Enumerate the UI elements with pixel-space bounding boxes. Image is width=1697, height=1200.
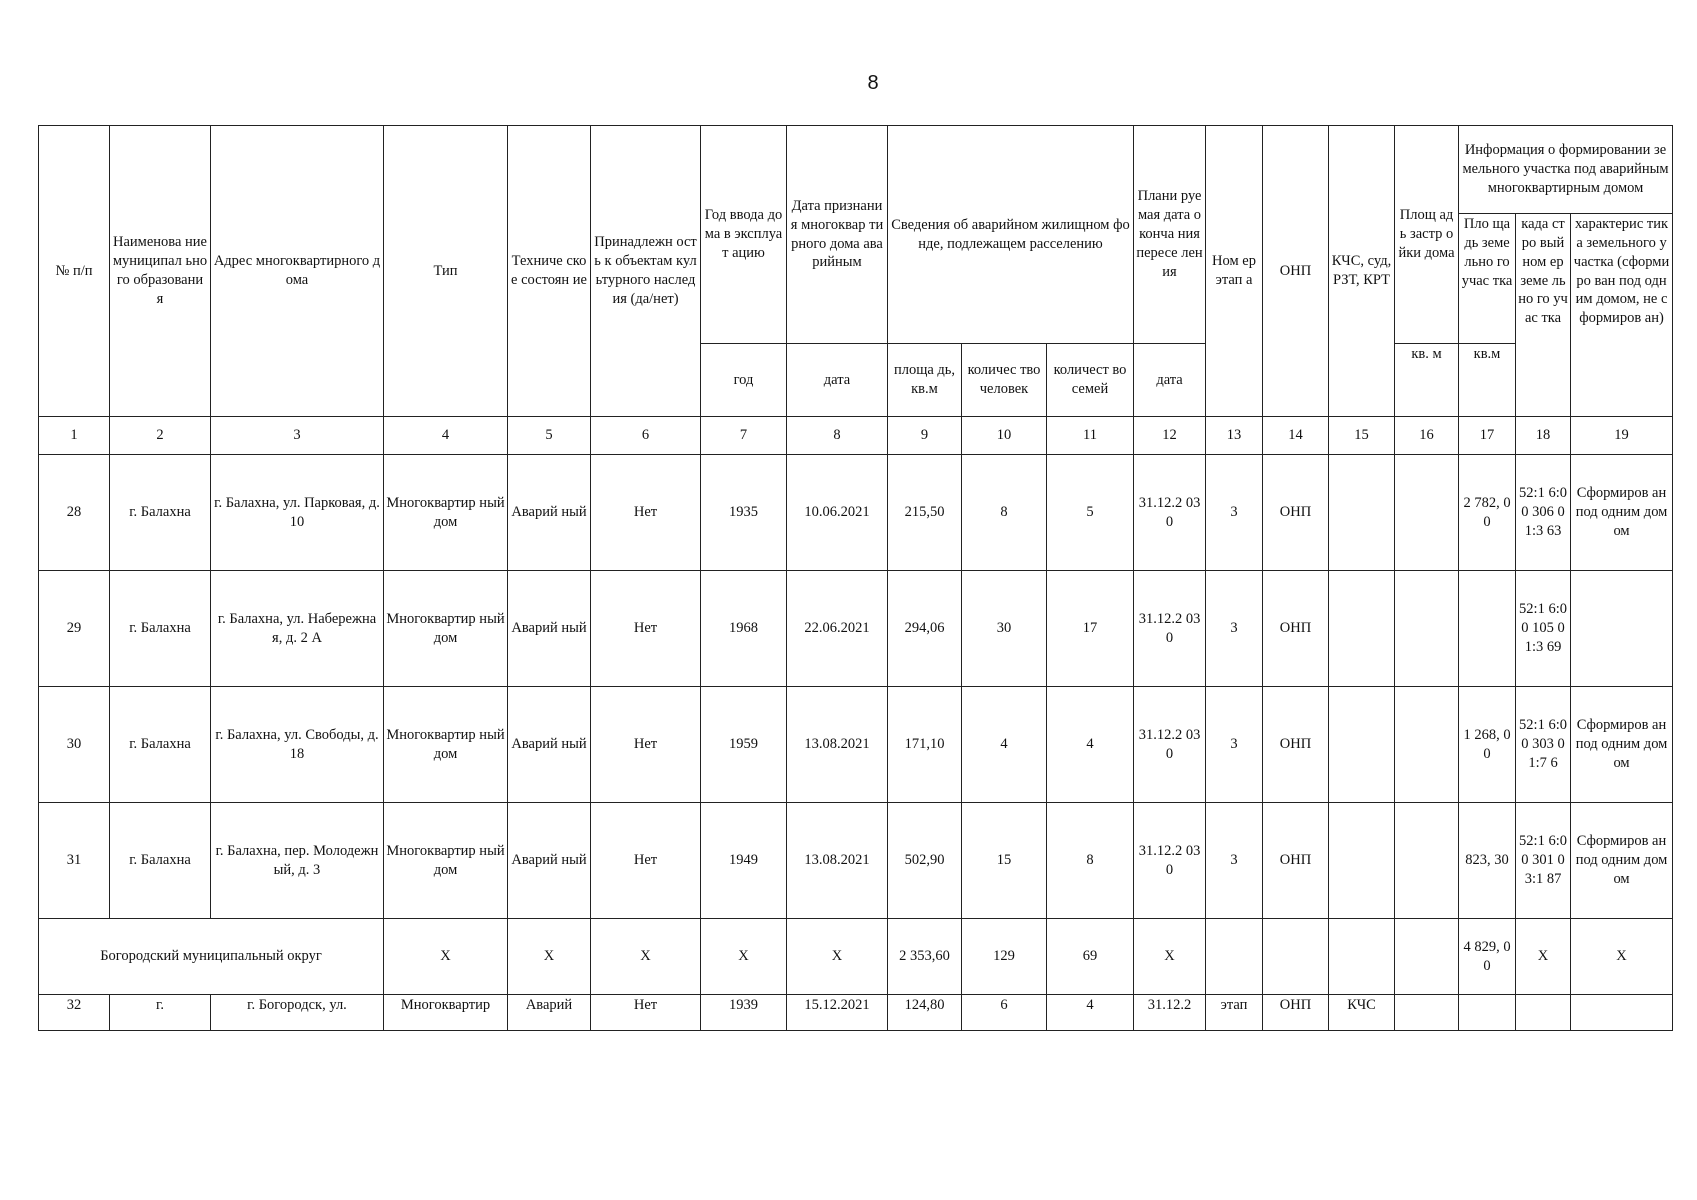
column-number-cell: 3 bbox=[211, 417, 384, 455]
column-number-cell: 7 bbox=[701, 417, 787, 455]
table-cell: этап bbox=[1206, 995, 1263, 1031]
table-cell: Нет bbox=[591, 995, 701, 1031]
total-cell bbox=[1329, 919, 1395, 995]
table-cell: 3 bbox=[1206, 571, 1263, 687]
total-cell: 4 829, 00 bbox=[1459, 919, 1516, 995]
header-cell: Ном ер этап а bbox=[1206, 126, 1263, 417]
table-cell: 215,50 bbox=[888, 455, 962, 571]
header-cell: Площ адь застр ойки дома bbox=[1395, 126, 1459, 344]
table-cell: 28 bbox=[39, 455, 110, 571]
table-cell: Аварий ный bbox=[508, 803, 591, 919]
total-cell bbox=[1263, 919, 1329, 995]
table-cell: 31.12.2 030 bbox=[1134, 455, 1206, 571]
table-cell: Многоквартир ный дом bbox=[384, 687, 508, 803]
table-cell bbox=[1395, 995, 1459, 1031]
table-cell: 15 bbox=[962, 803, 1047, 919]
table-cell: 15.12.2021 bbox=[787, 995, 888, 1031]
table-cell: 10.06.2021 bbox=[787, 455, 888, 571]
table-cell: 31 bbox=[39, 803, 110, 919]
table-cell: ОНП bbox=[1263, 455, 1329, 571]
table-cell: 32 bbox=[39, 995, 110, 1031]
table-cell bbox=[1395, 571, 1459, 687]
table-cell: 8 bbox=[962, 455, 1047, 571]
total-label: Богородский муниципальный округ bbox=[39, 919, 384, 995]
table-cell: ОНП bbox=[1263, 687, 1329, 803]
table-cell: 1968 bbox=[701, 571, 787, 687]
column-number-cell: 1 bbox=[39, 417, 110, 455]
table-cell: 823, 30 bbox=[1459, 803, 1516, 919]
subheader-cell: кв.м bbox=[1459, 344, 1516, 417]
table-cell: 3 bbox=[1206, 455, 1263, 571]
table-cell: 13.08.2021 bbox=[787, 803, 888, 919]
column-number-row bbox=[39, 417, 1673, 455]
table-cell: ОНП bbox=[1263, 995, 1329, 1031]
column-number-cell: 5 bbox=[508, 417, 591, 455]
table-cell: 3 bbox=[1206, 803, 1263, 919]
table-cell: ОНП bbox=[1263, 571, 1329, 687]
table-cell bbox=[1571, 571, 1673, 687]
column-number-cell: 9 bbox=[888, 417, 962, 455]
emergency-housing-table bbox=[38, 125, 1673, 1031]
table-cell: 30 bbox=[962, 571, 1047, 687]
table-cell: Нет bbox=[591, 687, 701, 803]
table-cell: 124,80 bbox=[888, 995, 962, 1031]
table-cell: 1949 bbox=[701, 803, 787, 919]
total-cell: 2 353,60 bbox=[888, 919, 962, 995]
table-cell bbox=[1459, 571, 1516, 687]
table-cell: 52:1 6:00 303 01:7 6 bbox=[1516, 687, 1571, 803]
table-cell: Многоквартир ный дом bbox=[384, 803, 508, 919]
table-cell: г. bbox=[110, 995, 211, 1031]
column-number-cell: 11 bbox=[1047, 417, 1134, 455]
total-cell: Х bbox=[1516, 919, 1571, 995]
total-cell: 129 bbox=[962, 919, 1047, 995]
column-number-cell: 10 bbox=[962, 417, 1047, 455]
table-cell: 4 bbox=[1047, 995, 1134, 1031]
table-cell: 1939 bbox=[701, 995, 787, 1031]
table-cell bbox=[1516, 995, 1571, 1031]
table-cell: 31.12.2 030 bbox=[1134, 687, 1206, 803]
total-cell: Х bbox=[701, 919, 787, 995]
table-cell bbox=[1329, 687, 1395, 803]
table-cell: 2 782, 00 bbox=[1459, 455, 1516, 571]
column-number-cell: 8 bbox=[787, 417, 888, 455]
table-row bbox=[39, 995, 1673, 1031]
header-cell: Тип bbox=[384, 126, 508, 417]
table-cell: 3 bbox=[1206, 687, 1263, 803]
header-cell: КЧС, суд, РЗТ, КРТ bbox=[1329, 126, 1395, 417]
table-cell: 4 bbox=[962, 687, 1047, 803]
subheader-cell: количес тво человек bbox=[962, 344, 1047, 417]
table-cell: КЧС bbox=[1329, 995, 1395, 1031]
table-cell: 52:1 6:00 105 01:3 69 bbox=[1516, 571, 1571, 687]
table-cell: Аварий ный bbox=[508, 455, 591, 571]
table-cell: г. Балахна, ул. Набережная, д. 2 А bbox=[211, 571, 384, 687]
table-cell: Многоквартир bbox=[384, 995, 508, 1031]
table-cell: Сформиров ан под одним домом bbox=[1571, 803, 1673, 919]
header-group-cell: Информация о формировании земельного участка под аварийным многоквартирным домом bbox=[1459, 126, 1673, 214]
table-cell: 1 268, 00 bbox=[1459, 687, 1516, 803]
total-cell: Х bbox=[787, 919, 888, 995]
column-number-cell: 13 bbox=[1206, 417, 1263, 455]
table-cell bbox=[1459, 995, 1516, 1031]
table-cell bbox=[1329, 455, 1395, 571]
header-cell: Год ввода дома в эксплуат ацию bbox=[701, 126, 787, 344]
table-cell: 5 bbox=[1047, 455, 1134, 571]
header-cell: Наименова ние муниципал ьного образовани я bbox=[110, 126, 211, 417]
subheader-cell: дата bbox=[1134, 344, 1206, 417]
table-row bbox=[39, 803, 1673, 919]
table-cell bbox=[1571, 995, 1673, 1031]
header-cell: Пло щадь земе льно го учас тка bbox=[1459, 214, 1516, 344]
total-cell: Х bbox=[508, 919, 591, 995]
total-cell: Х bbox=[1571, 919, 1673, 995]
table-row bbox=[39, 687, 1673, 803]
subheader-cell: кв. м bbox=[1395, 344, 1459, 417]
column-number-cell: 17 bbox=[1459, 417, 1516, 455]
table-cell bbox=[1329, 803, 1395, 919]
table-row bbox=[39, 455, 1673, 571]
table-cell: 6 bbox=[962, 995, 1047, 1031]
column-number-cell: 6 bbox=[591, 417, 701, 455]
table-cell: Многоквартир ный дом bbox=[384, 571, 508, 687]
total-cell: Х bbox=[591, 919, 701, 995]
total-row bbox=[39, 919, 1673, 995]
column-number-cell: 4 bbox=[384, 417, 508, 455]
total-cell bbox=[1395, 919, 1459, 995]
column-number-cell: 15 bbox=[1329, 417, 1395, 455]
header-cell: Принадлежн ость к объектам культурного наследия (да/нет) bbox=[591, 126, 701, 417]
table-cell: 171,10 bbox=[888, 687, 962, 803]
table-cell: 52:1 6:00 301 03:1 87 bbox=[1516, 803, 1571, 919]
table-cell: г. Балахна, ул. Свободы, д. 18 bbox=[211, 687, 384, 803]
table-cell: г. Балахна bbox=[110, 687, 211, 803]
table-cell bbox=[1395, 455, 1459, 571]
table-cell: Нет bbox=[591, 571, 701, 687]
header-cell: када стро вый ном ер земе льно го учас тка bbox=[1516, 214, 1571, 417]
column-number-cell: 12 bbox=[1134, 417, 1206, 455]
table-cell: 22.06.2021 bbox=[787, 571, 888, 687]
header-cell: Дата признания многоквар тирного дома аварийным bbox=[787, 126, 888, 344]
total-cell: Х bbox=[384, 919, 508, 995]
header-cell: Техниче ское состоян ие bbox=[508, 126, 591, 417]
header-row-1 bbox=[39, 126, 1673, 214]
table-cell: 294,06 bbox=[888, 571, 962, 687]
table-cell: 8 bbox=[1047, 803, 1134, 919]
table-cell: ОНП bbox=[1263, 803, 1329, 919]
table-cell bbox=[1329, 571, 1395, 687]
subheader-cell: площа дь, кв.м bbox=[888, 344, 962, 417]
table-cell: 1935 bbox=[701, 455, 787, 571]
table-cell: Сформиров ан под одним домом bbox=[1571, 687, 1673, 803]
header-cell: Адрес многоквартирного дома bbox=[211, 126, 384, 417]
header-group-cell: Сведения об аварийном жилищном фонде, подлежащем расселению bbox=[888, 126, 1134, 344]
table-cell: 31.12.2 030 bbox=[1134, 803, 1206, 919]
column-number-cell: 18 bbox=[1516, 417, 1571, 455]
subheader-cell: количест во семей bbox=[1047, 344, 1134, 417]
total-cell: Х bbox=[1134, 919, 1206, 995]
header-cell: Плани руемая дата оконча ния пересе ления bbox=[1134, 126, 1206, 344]
table-cell bbox=[1395, 803, 1459, 919]
table-cell: г. Балахна bbox=[110, 571, 211, 687]
table-cell bbox=[1395, 687, 1459, 803]
table-cell: г. Балахна, ул. Парковая, д. 10 bbox=[211, 455, 384, 571]
header-cell: ОНП bbox=[1263, 126, 1329, 417]
column-number-cell: 16 bbox=[1395, 417, 1459, 455]
table-cell: Аварий bbox=[508, 995, 591, 1031]
table-cell: 13.08.2021 bbox=[787, 687, 888, 803]
table-cell: 4 bbox=[1047, 687, 1134, 803]
page-number: 8 bbox=[867, 72, 879, 94]
table-cell: Нет bbox=[591, 455, 701, 571]
subheader-cell: год bbox=[701, 344, 787, 417]
table-cell: Многоквартир ный дом bbox=[384, 455, 508, 571]
table-cell: г. Балахна, пер. Молодежный, д. 3 bbox=[211, 803, 384, 919]
table-cell: 31.12.2 bbox=[1134, 995, 1206, 1031]
subheader-cell: дата bbox=[787, 344, 888, 417]
total-cell: 69 bbox=[1047, 919, 1134, 995]
table-cell: 17 bbox=[1047, 571, 1134, 687]
table-row bbox=[39, 571, 1673, 687]
table-cell: Сформиров ан под одним домом bbox=[1571, 455, 1673, 571]
header-cell: характерис тика земельного участка (сформиро ван под одним домом, не сформиров ан) bbox=[1571, 214, 1673, 417]
table-cell: Аварий ный bbox=[508, 571, 591, 687]
table-cell: г. Балахна bbox=[110, 455, 211, 571]
header-cell: № п/п bbox=[39, 126, 110, 417]
table-cell: 29 bbox=[39, 571, 110, 687]
table-cell: 1959 bbox=[701, 687, 787, 803]
table-cell: г. Балахна bbox=[110, 803, 211, 919]
table-cell: 31.12.2 030 bbox=[1134, 571, 1206, 687]
column-number-cell: 2 bbox=[110, 417, 211, 455]
table-cell: 30 bbox=[39, 687, 110, 803]
total-cell bbox=[1206, 919, 1263, 995]
table-cell: Нет bbox=[591, 803, 701, 919]
table-cell: 52:1 6:00 306 01:3 63 bbox=[1516, 455, 1571, 571]
table-cell: 502,90 bbox=[888, 803, 962, 919]
table-cell: г. Богородск, ул. bbox=[211, 995, 384, 1031]
column-number-cell: 19 bbox=[1571, 417, 1673, 455]
column-number-cell: 14 bbox=[1263, 417, 1329, 455]
table-cell: Аварий ный bbox=[508, 687, 591, 803]
